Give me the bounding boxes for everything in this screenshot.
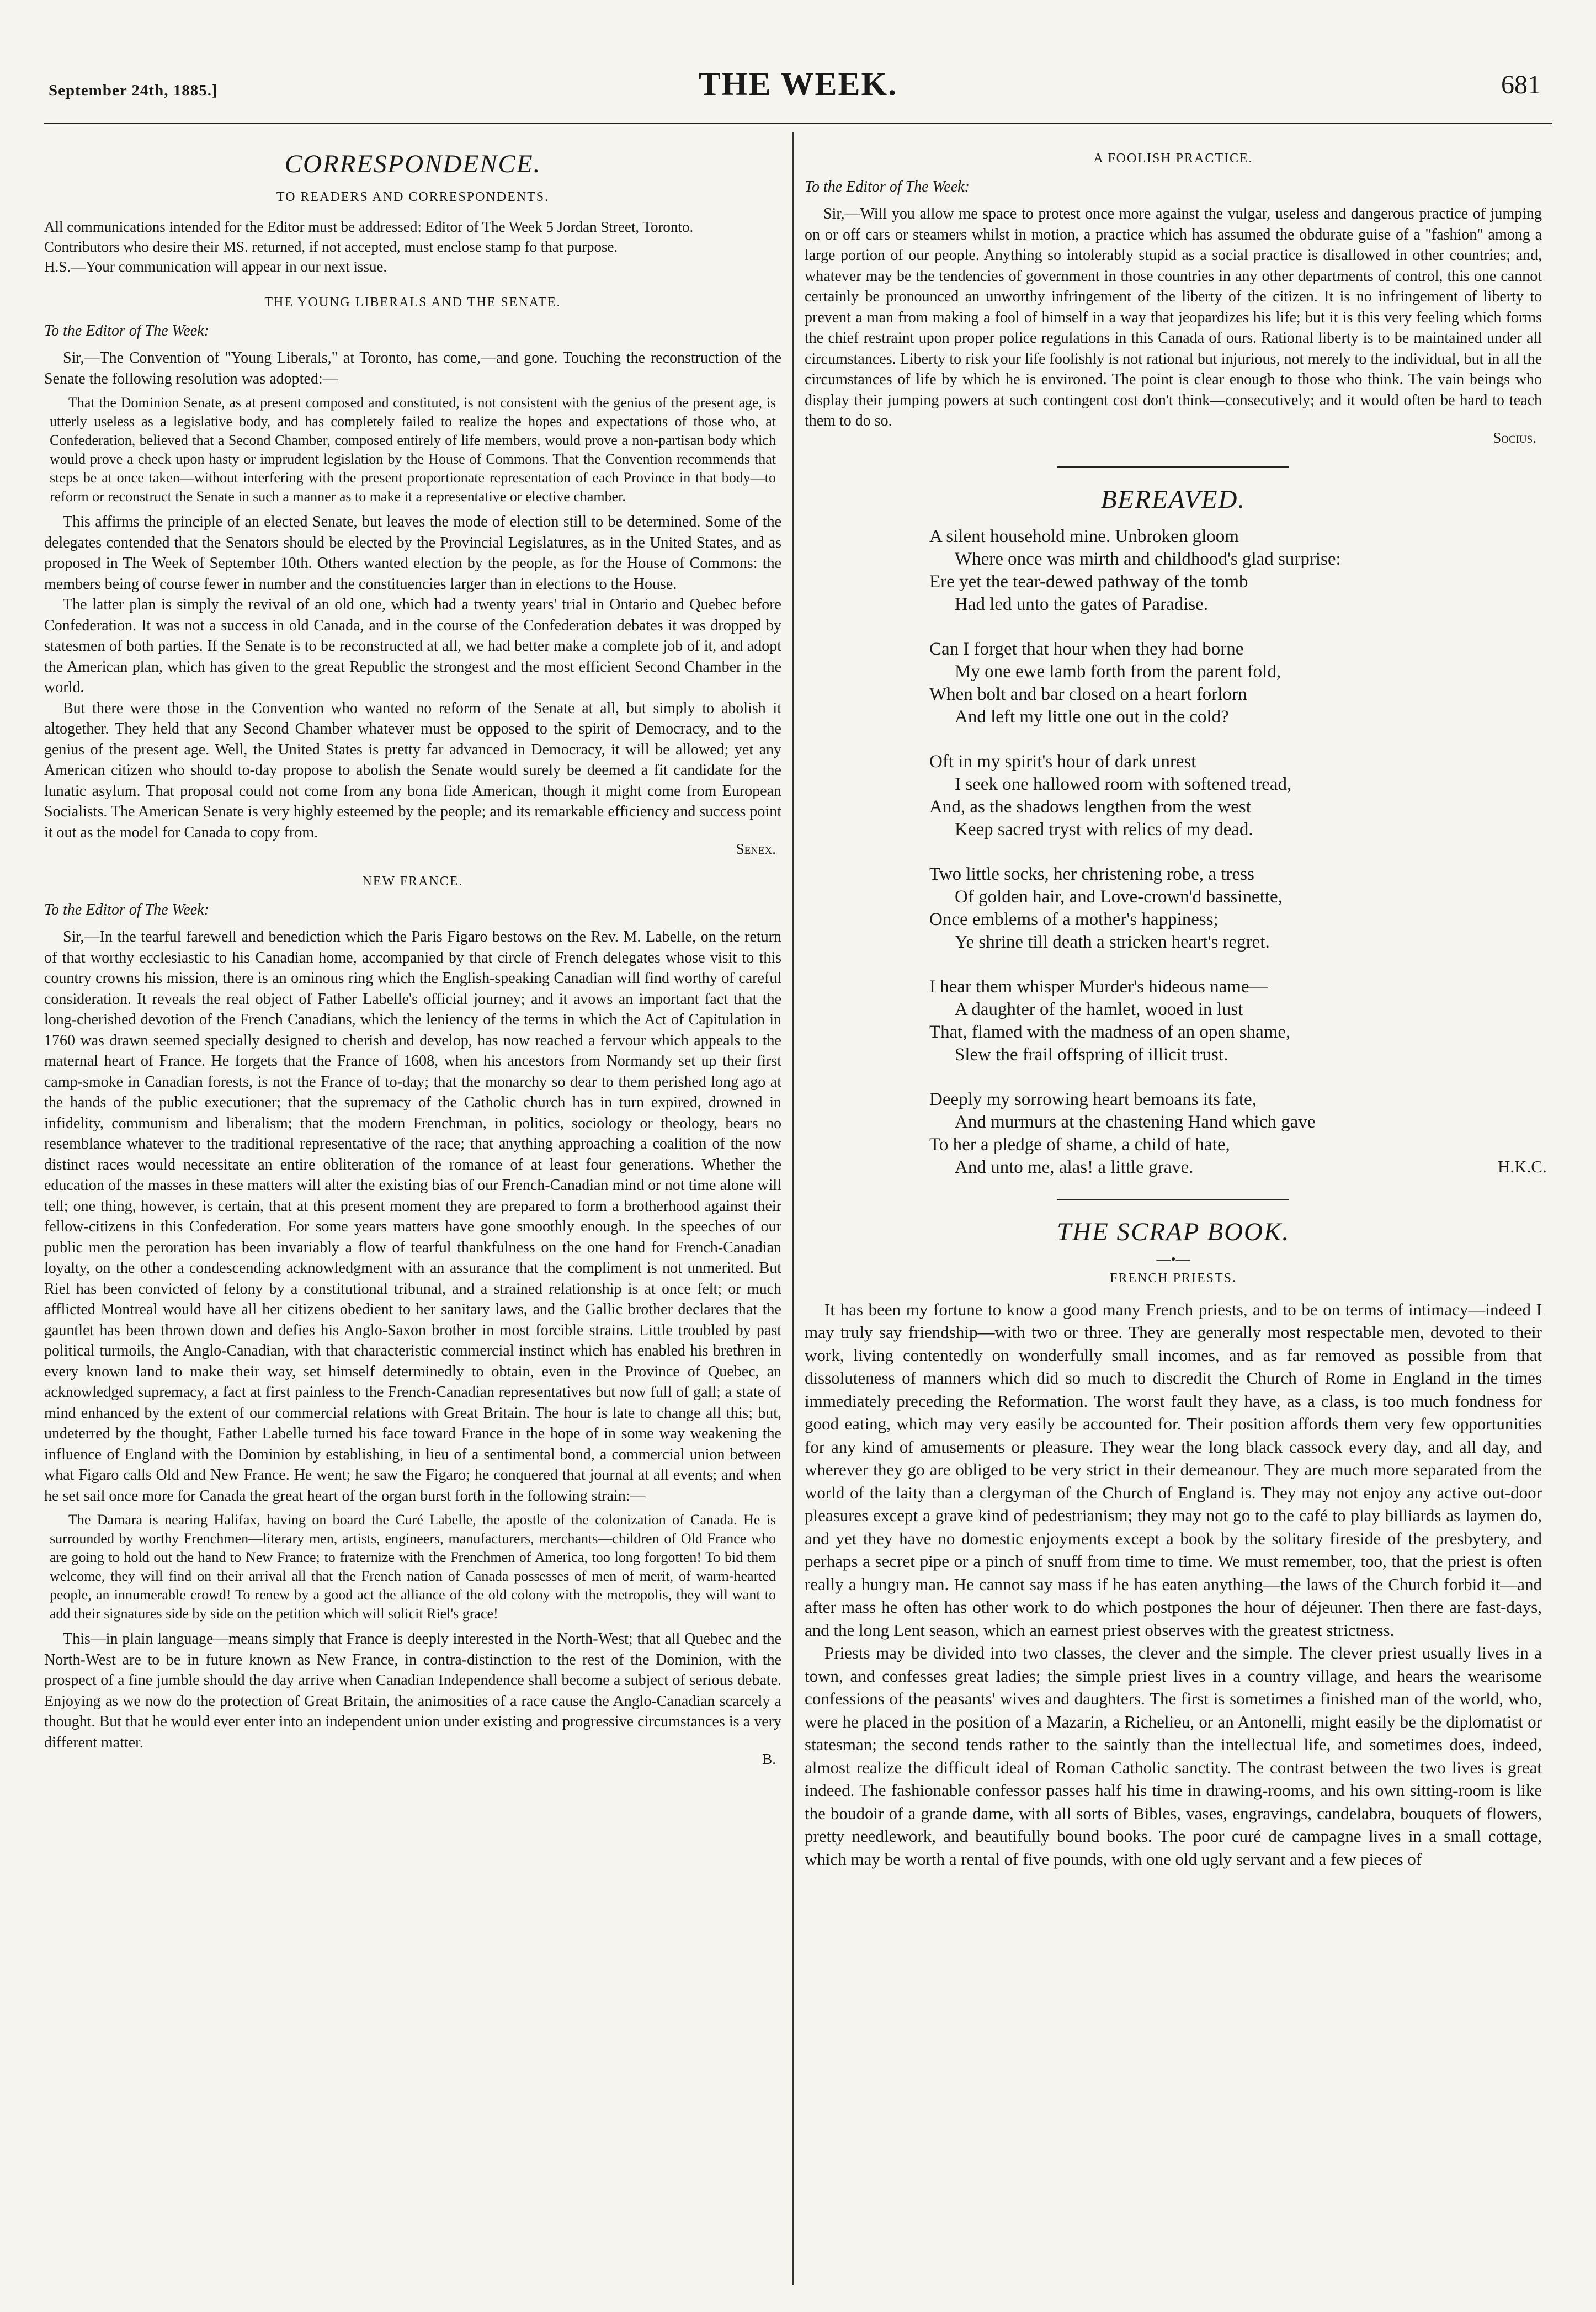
- to-editor-line: To the Editor of The Week:: [44, 322, 209, 339]
- poem-line: My one ewe lamb forth from the parent fold,: [955, 661, 1281, 682]
- poem-line: To her a pledge of shame, a child of hate,: [929, 1134, 1230, 1155]
- poem-stanza: [929, 1088, 1542, 1179]
- poem-line: And left my little one out in the cold?: [955, 706, 1229, 727]
- bereaved-heading: BEREAVED.: [1100, 485, 1246, 514]
- foolish-practice-heading: A FOOLISH PRACTICE.: [1093, 151, 1253, 166]
- poem-line: Can I forget that hour when they had borne: [929, 639, 1244, 659]
- poem-line: A silent household mine. Unbroken gloom: [929, 526, 1239, 546]
- signature-b: B.: [762, 1751, 776, 1767]
- scrap-book-heading: THE SCRAP BOOK.: [1056, 1217, 1290, 1246]
- new-france-closing: This—in plain language—means simply that France is deeply interested in the North-West; that all Quebec and the North-West are to be in future known as New France, in contra-distinction to the rest of the Dominion, with the prospect of a fine jumble should the day arrive when Canadian Independence shall become a subject of serious debate. Enjoying as we now do the protection of Great Britain, the animosities of a race cause the Anglo-Canadian scarcely a thought. But that he would ever enter into an independent union under existing and progressive circumstances is a very different matter.: [44, 1630, 781, 1751]
- issue-date: September 24th, 1885.]: [49, 82, 218, 99]
- page-number: 681: [1501, 70, 1541, 99]
- foolish-practice-paragraph: Sir,—Will you allow me space to protest once more against the vulgar, useless and dangerous practice of jumping on or off cars or steamers whilst in motion, a practice which has assumed the obdurate guise of a "fashion" among a large portion of our people. Anything so intolerably stupid as a social practice is disallowed in other countries; and, whatever may be the tendencies of government in those countries in any other departments of control, this one cannot certainly be pronounced an unworthy infringement of the liberty of the citizen. It is no infringement of liberty to prevent a man from making a fool of himself in a way that jeopardizes his life; but it is this very feeling which forms the chief restraint upon proper police regulations in this Canada of ours. Rational liberty is to be maintained under all circumstances. Liberty to risk your life foolishly is not rational but injurious, not merely to the individual, but in all the circumstances of life by which he is environed. The point is clear enough to those who think. The vain beings who display their jumping powers at such contingent cost don't think—consecutively; and it would often be hard to teach them to do so.: [805, 205, 1542, 429]
- poem-line: A daughter of the hamlet, wooed in lust: [955, 999, 1243, 1019]
- notice-contributors: Contributors who desire their MS. returned, if not accepted, must enclose stamp fo that purpose.: [44, 238, 618, 255]
- poem-line: Deeply my sorrowing heart bemoans its fate,: [929, 1089, 1257, 1109]
- signature-socius: Socius.: [1493, 429, 1536, 446]
- poem-stanza: [929, 525, 1542, 616]
- masthead-title: THE WEEK.: [698, 66, 898, 102]
- scrap-book-paragraph: It has been my fortune to know a good many French priests, and to be on terms of intimacy—indeed I may truly say friendship—with two or three. They are generally most respectable men, devoted to their work, living contentedly on wonderfully small incomes, and as far removed as possible from that dissoluteness of manners which did so much to discredit the Church of Rome in England in the times immediately preceding the Reformation. The worst fault they have, as a class, is too much fondness for good eating, which may very easily be accounted for. Their position affords them very few opportunities for any kind of amusements or pleasure. They wear the long black cassock every day, and all day, and wherever they go are obliged to be very strict in their demeanour. They are much more separated from the world of the laity than a clergyman of the Church of England is. They may not enjoy any active out-door pleasures except a grave kind of pedestrianism; they may not go to the café to play billiards as laymen do, and yet they have no domestic enjoyments except a book by the solitary fireside of the presbytery, and perhaps a secret pipe or a pinch of snuff from time to time. We must remember, too, that the priest is often really a hungry man. He cannot say mass if he has eaten anything—the laws of the Church forbid it—and after mass he often has other work to do which postpones the hour of déjeuner. Then there are fast-days, and the long Lent season, which an earnest priest observes with the greatest strictness.: [805, 1299, 1542, 1640]
- poem-line: And unto me, alas! a little grave.: [955, 1157, 1194, 1177]
- poem-stanza: [929, 751, 1542, 841]
- poem-line: Keep sacred tryst with relics of my dead.: [955, 819, 1253, 839]
- young-liberals-paragraph: The latter plan is simply the revival of an old one, which had a twenty years' trial in Ontario and Quebec before Confederation. It was not a success in old Canada, and in the course of the Confederation debates it was dropped by statesmen of both parties. If the Senate is to be reconstructed at all, we had better make a complete job of it, and adopt the American plan, which has given to the great Republic the strongest and the most efficient Second Chamber in the world.: [44, 596, 781, 696]
- poem-line: Slew the frail offspring of illicit trust.: [955, 1044, 1228, 1065]
- poem-line: I seek one hallowed room with softened tread,: [955, 774, 1292, 794]
- column-divider: [792, 132, 794, 2285]
- young-liberals-paragraph: But there were those in the Convention who wanted no reform of the Senate at all, but simply to abolish it altogether. They held that any Second Chamber whatever must be opposed to the spirit of Democracy, and to the genius of the present age. Well, the United States is pretty far advanced in Democracy, it will be allowed; yet any American citizen who should to-day propose to abolish the Senate would surely be deemed a fit candidate for the lunatic asylum. That proposal could not come from any bona fide American, though it might come from European Socialists. The American Senate is very highly esteemed by the people; and its remarkable efficiency and success point it out as the model for Canada to copy from.: [44, 699, 781, 841]
- readers-heading: TO READERS AND CORRESPONDENTS.: [276, 190, 550, 204]
- french-priests-heading: FRENCH PRIESTS.: [1109, 1271, 1237, 1285]
- poem-stanza: [929, 863, 1542, 954]
- section-rule: [1057, 1199, 1289, 1200]
- poem-line: Had led unto the gates of Paradise.: [955, 594, 1209, 614]
- notice-address: All communications intended for the Editor must be addressed: Editor of The Week 5 Jordan Street, Toronto.: [44, 219, 694, 235]
- correspondence-heading: CORRESPONDENCE.: [284, 150, 541, 178]
- poem-line: Ere yet the tear-dewed pathway of the tomb: [929, 571, 1248, 592]
- poem-line: Once emblems of a mother's happiness;: [929, 909, 1219, 929]
- poem-line: I hear them whisper Murder's hideous name—: [929, 976, 1268, 997]
- new-france-heading: NEW FRANCE.: [362, 874, 464, 889]
- new-france-paragraph: Sir,—In the tearful farewell and benediction which the Paris Figaro bestows on the Rev. M. Labelle, on the return of that worthy ecclesiastic to his Canadian home, accompanied by that circle of French delegates whose visit to this country crowns his mission, there is an ominous ring which the English-speaking Canadian will find worthy of careful consideration. It reveals the real object of Father Labelle's official journey; and it avows an important fact that the long-cherished devotion of the French Canadians, which the leniency of the terms in which the Act of Capitulation in 1760 was drawn seemed specially designed to cherish and develop, has now reached a fervour which appeals to the maternal heart of France. He forgets that the France of 1608, when his ancestors from Normandy set up their first camp-smoke in Canadian forests, is not the France of to-day; that the monarchy so dear to them perished long ago at the hands of the public executioner; that the supremacy of the Catholic church has in turn expired, drowned in infidelity, communism and liberalism; that the modern Frenchman, in politics, sociology or theology, bears no resemblance whatever to the traditional representative of the race; that anything approaching a coalition of the now distinct races would necessitate an entire obliteration of the romance of at least four generations. Whether the education of the masses in these matters will alter the existing bias of our French-Canadian mind or not time alone will tell; one thing, however, is certain, that at this present moment they are prepared to form a brotherhood against their fellow-citizens in this Confederation. For some years matters have gone smoothly enough. In the speeches of our public men the peroration has been invariably a flow of tearful thankfulness on the one hand for French-Canadian loyalty, on the other a condescending acknowledgment with an assurance that the compliment is not unmerited. But Riel has been convicted of felony by a constitutional tribunal, and a strained relationship is at once felt; or much afflicted Montreal would have all her citizens obedient to her sanitary laws, and the Gallic brother declares that the gauntlet has been thrown down and defies his Anglo-Saxon brother in most forcible strains. Little troubled by past political turmoils, the Anglo-Canadian, with that characteristic commercial instinct which has enabled his brethren in every known land to make their way, set himself determinedly to obtain, even in the Province of Quebec, an acknowledged supremacy, a fact at first painless to the French-Canadian representatives but now full of gall; a state of mind enhanced by the extent of our commercial relations with Great Britain. The hour is late to change all this; but, undeterred by the thought, Father Labelle turned his face toward France in the hope of in some way weakening the influence of England with the Dominion by establishing, in lieu of a sentimental bond, a commercial union between what Figaro calls Old and New France. He went; he saw the Figaro; he conquered that journal at all events; and when he set sail once more for Canada the great heart of the organ burst forth in the following strain:—: [44, 928, 781, 1505]
- notice-hs: H.S.—Your communication will appear in our next issue.: [44, 258, 387, 275]
- scrap-book-paragraph: Priests may be divided into two classes, the clever and the simple. The clever priest usually lives in a town, and confesses great ladies; the simple priest lives in a country village, and hears the wearisome confessions of the peasants' wives and daughters. The first is sometimes a finished man of the world, who, were he placed in the position of a Mazarin, a Richelieu, or an Antonelli, might easily be the diplomatist or statesman; the second tends rather to the saintly than the intellectual life, and sometimes does, indeed, almost realize the difficult ideal of Roman Catholic sanctity. The contrast between the two lives is great indeed. The fashionable confessor passes half his time in drawing-rooms, and his own sitting-room is like the boudoir of a grande dame, with all sorts of Bibles, vases, engravings, candelabra, bouquets of flowers, pretty needlework, and beautifully bound books. The poor curé de campagne lives in a small cottage, which may be worth a rental of five pounds, with one old ugly servant and a few pieces of: [805, 1643, 1542, 1869]
- left-column: [44, 142, 781, 1768]
- signature-senex: Senex.: [736, 841, 776, 857]
- young-liberals-heading: THE YOUNG LIBERALS AND THE SENATE.: [264, 295, 561, 310]
- poem-line: Of golden hair, and Love-crown'd bassinette,: [955, 886, 1283, 907]
- poem-line: Oft in my spirit's hour of dark unrest: [929, 751, 1196, 772]
- poem-line: And murmurs at the chastening Hand which gave: [955, 1112, 1316, 1132]
- senate-resolution: That the Dominion Senate, as at present composed and constituted, is not consistent with the genius of the present age, is utterly useless as a legislative body, and has completely failed to realize the hopes and expectations of those who, at Confederation, believed that a Second Chamber, composed entirely of life members, would prove a non-partisan body which would prove a check upon hasty or imprudent legislation by the House of Commons. That the Convention recommends that steps be at once taken—without interfering with the present proportionate representation of each Province in that body—to reform or reconstruct the Senate in such a manner as to make it a representative or elective chamber.: [50, 395, 776, 504]
- to-editor-line: To the Editor of The Week:: [44, 901, 209, 918]
- poem-line: When bolt and bar closed on a heart forlorn: [929, 684, 1247, 704]
- poem-line: Ye shrine till death a stricken heart's regret.: [955, 932, 1270, 952]
- figaro-quote: The Damara is nearing Halifax, having on board the Curé Labelle, the apostle of the colonization of Canada. He is surrounded by worthy Frenchmen—literary men, artists, engineers, manufacturers, merchants—children of Old France who are going to hold out the hand to New France; to fraternize with the Frenchmen of America, too long forgotten! To bid them welcome, they will find on their arrival all that the French nation of Canada possesses of men of merit, of warm-hearted people, an innumerable crowd! To renew by a good act the alliance of the old colony with the metropolis, they will want to add their signatures side by side on the petition which will solicit Riel's grace!: [50, 1512, 776, 1622]
- poem-line: Where once was mirth and childhood's glad surprise:: [955, 549, 1341, 569]
- right-column: [805, 142, 1547, 1870]
- masthead-rule: [44, 123, 1552, 124]
- bereaved-poem: [929, 525, 1547, 1221]
- young-liberals-paragraph: This affirms the principle of an elected Senate, but leaves the mode of election still to be determined. Some of the delegates contended that the Senators should be elected by the Provincial Legislatures, as in the United States, and as proposed in The Week of September 10th. Others wanted election by the people, as for the House of Commons: the members being of course fewer in number and the constituencies larger than in elections to the House.: [44, 513, 781, 593]
- young-liberals-intro: Sir,—The Convention of "Young Liberals," at Toronto, has come,—and gone. Touching the reconstruction of the Senate the following resolution was adopted:—: [44, 349, 781, 387]
- poem-line: That, flamed with the madness of an open shame,: [929, 1022, 1291, 1042]
- section-rule: [1057, 466, 1289, 468]
- poem-stanza: [929, 638, 1542, 729]
- signature-hkc: H.K.C.: [1498, 1156, 1547, 1176]
- to-editor-line: To the Editor of The Week:: [805, 178, 970, 195]
- poem-line: Two little socks, her christening robe, a tress: [929, 864, 1254, 884]
- ornament-dash: —•—: [1156, 1251, 1190, 1267]
- poem-line: And, as the shadows lengthen from the west: [929, 796, 1251, 817]
- poem-stanza: [929, 976, 1542, 1066]
